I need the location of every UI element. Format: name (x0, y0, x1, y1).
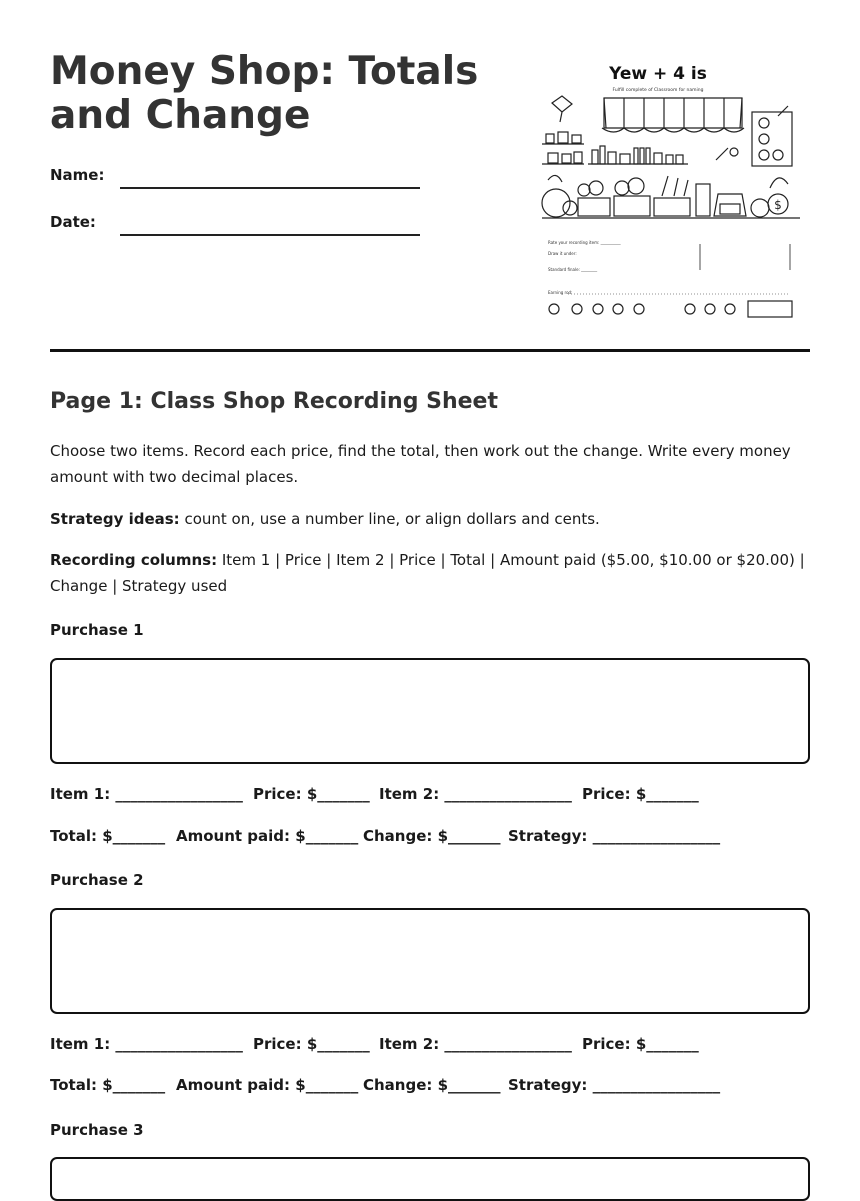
price-2-field[interactable]: Price: $_______ (582, 1035, 699, 1053)
total-field[interactable]: Total: $_______ (50, 1076, 166, 1094)
item-2-field[interactable]: Item 2: _________________ (379, 785, 572, 803)
illustration-heading: Yew + 4 is (609, 64, 707, 84)
purchase-3-work-box[interactable] (50, 1157, 810, 1201)
purchase-1-label: Purchase 1 (50, 621, 144, 639)
recording-columns (50, 547, 810, 599)
purchase-3-label: Purchase 3 (50, 1121, 144, 1139)
recording-columns-label: Recording columns: (50, 551, 218, 569)
change-field[interactable]: Change: $_______ (363, 827, 501, 845)
intro-text: Choose two items. Record each price, find the total, then work out the change. Write every money amount with two decimal places. (50, 442, 791, 486)
illustration-caption: Fulfill complete of Classroom for naming (612, 88, 704, 93)
date-label: Date: (50, 213, 96, 231)
purchase-2-work-box[interactable] (50, 908, 810, 1014)
recording-columns-text: Item 1 | Price | Item 2 | Price | Total | Amount paid ($5.00, $10.00 or $20.00) | Change | Strategy used (50, 551, 805, 595)
illustration-line-3: Standard finale: ________ (548, 267, 598, 272)
strategy-ideas-text: count on, use a number line, or align dollars and cents. (179, 510, 600, 528)
item-1-field[interactable]: Item 1: _________________ (50, 1035, 243, 1053)
illustration-line-2: Draw it under: (548, 251, 577, 256)
amount-paid-field[interactable]: Amount paid: $_______ (176, 827, 359, 845)
name-label: Name: (50, 166, 105, 184)
strategy-ideas (50, 506, 810, 532)
price-1-field[interactable]: Price: $_______ (253, 1035, 370, 1053)
shop-illustration-icon (538, 58, 802, 328)
item-2-field[interactable]: Item 2: _________________ (379, 1035, 572, 1053)
price-2-field[interactable]: Price: $_______ (582, 785, 699, 803)
amount-paid-field[interactable]: Amount paid: $_______ (176, 1076, 359, 1094)
item-1-field[interactable]: Item 1: _________________ (50, 785, 243, 803)
dollar-symbol: $ (774, 198, 782, 212)
section-title: Page 1: Class Shop Recording Sheet (50, 389, 498, 414)
page-title: Money Shop: Totals and Change (50, 49, 479, 138)
purchase-1-work-box[interactable] (50, 658, 810, 764)
change-field[interactable]: Change: $_______ (363, 1076, 501, 1094)
name-field-line[interactable] (120, 187, 420, 189)
strategy-field[interactable]: Strategy: _________________ (508, 827, 721, 845)
strategy-field[interactable]: Strategy: _________________ (508, 1076, 721, 1094)
strategy-ideas-label: Strategy ideas: (50, 510, 180, 528)
total-field[interactable]: Total: $_______ (50, 827, 166, 845)
purchase-2-label: Purchase 2 (50, 871, 144, 889)
price-1-field[interactable]: Price: $_______ (253, 785, 370, 803)
illustration-line-1: Rate your recording item: __________ (548, 240, 621, 245)
header-divider (50, 349, 810, 352)
illustration-line-4: Earning rod: (548, 290, 573, 295)
date-field-line[interactable] (120, 234, 420, 236)
